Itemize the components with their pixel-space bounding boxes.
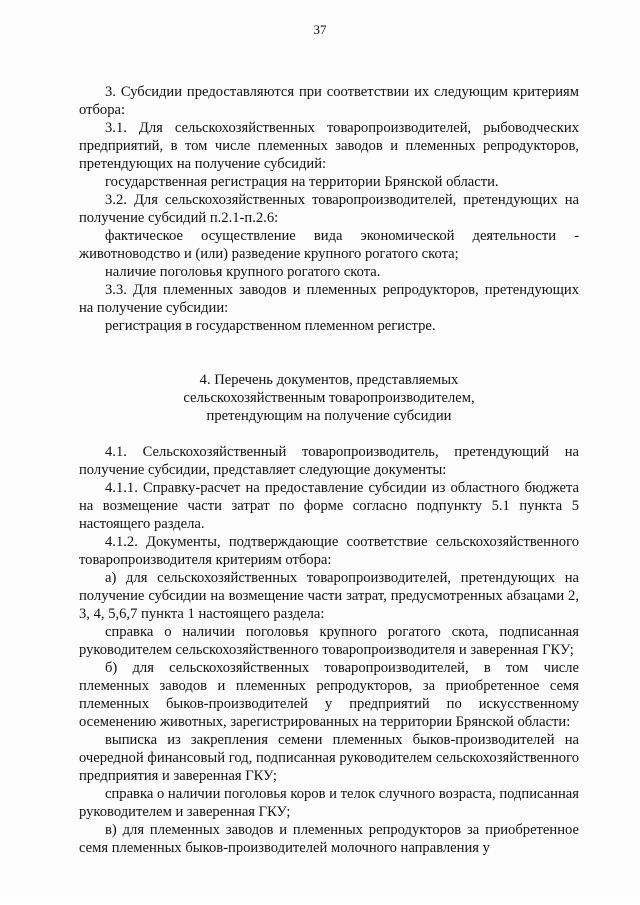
paragraph-3-2-item-2: наличие поголовья крупного рогатого скота.: [105, 264, 381, 280]
paragraph-3-3-item: регистрация в государственном племенном регистре.: [105, 318, 436, 334]
spacer: [79, 335, 579, 371]
page-number: 37: [313, 22, 327, 37]
paragraph-b: б) для сельскохозяйственных товаропроизводителей, в том числе племенных заводов и племенных репродукторов, за приобретенное семя племенных быков-производителей у предприятий по искусственному осеменению животных, зарегистрированных на территории Брянской области:: [79, 660, 579, 730]
paragraph-a: а) для сельскохозяйственных товаропроизводителей, претендующих на получение субсидии на возмещение части затрат, предусмотренных абзацами 2, 3, 4, 5,6,7 пункта 1 настоящего раздела:: [79, 570, 579, 622]
section-4-heading-line-1: 4. Перечень документов, представляемых: [199, 372, 459, 388]
section-4-heading: [79, 371, 579, 425]
section-4-heading-line-3: претендующим на получение субсидии: [206, 408, 452, 424]
paragraph-b-item-2: справка о наличии поголовья коров и телок случного возраста, подписанная руководителем и заверенная ГКУ;: [79, 786, 579, 820]
paragraph-3-1: 3.1. Для сельскохозяйственных товаропроизводителей, рыбоводческих предприятий, в том числе племенных заводов и племенных репродукторов, претендующих на получение субсидий:: [79, 120, 579, 172]
paragraph-3-3: 3.3. Для племенных заводов и племенных репродукторов, претендующих на получение субсидии:: [79, 282, 579, 316]
spacer: [79, 425, 579, 443]
paragraph-3-2-item-1: фактическое осуществление вида экономической деятельности - животноводство и (или) разведение крупного рогатого скота;: [79, 228, 579, 262]
section-3-intro: 3. Субсидии предоставляются при соответствии их следующим критериям отбора:: [79, 84, 579, 118]
document-body: [79, 83, 579, 857]
paragraph-4-1-1: 4.1.1. Справку-расчет на предоставление субсидии из областного бюджета на возмещение части затрат по форме согласно подпункту 5.1 пункта 5 настоящего раздела.: [79, 480, 579, 532]
section-4-heading-line-2: сельскохозяйственным товаропроизводителем,: [183, 390, 475, 406]
paragraph-3-1-item: государственная регистрация на территории Брянской области.: [105, 174, 499, 190]
paragraph-v: в) для племенных заводов и племенных репродукторов за приобретенное семя племенных быков-производителей молочного направления у: [79, 822, 579, 856]
paragraph-4-1: 4.1. Сельскохозяйственный товаропроизводитель, претендующий на получение субсидии, представляет следующие документы:: [79, 444, 579, 478]
paragraph-a-item: справка о наличии поголовья крупного рогатого скота, подписанная руководителем сельскохозяйственного товаропроизводителя и заверенная ГКУ;: [79, 624, 579, 658]
page-bottom-edge: [0, 891, 640, 905]
paragraph-4-1-2: 4.1.2. Документы, подтверждающие соответствие сельскохозяйственного товаропроизводителя критериям отбора:: [79, 534, 579, 568]
paragraph-3-2: 3.2. Для сельскохозяйственных товаропроизводителей, претендующих на получение субсидий п.2.1-п.2.6:: [79, 192, 579, 226]
paragraph-b-item-1: выписка из закрепления семени племенных быков-производителей на очередной финансовый год, подписанная руководителем сельскохозяйственного предприятия и заверенная ГКУ;: [79, 732, 579, 784]
